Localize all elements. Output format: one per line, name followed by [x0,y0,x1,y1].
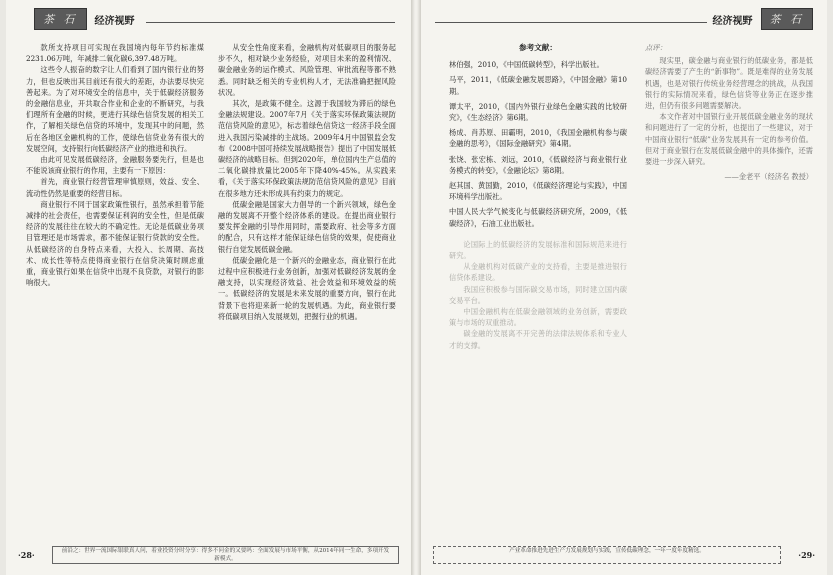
references-column [449,42,627,351]
paragraph: 低碳金融化是一个新兴的金融业态，商业银行在此过程中应积极进行业务创新，加强对低碳经济发展的金融支持，以实现经济效益、社会效益和环境效益的统一。低碳经济的发展是未来发展的重要方向，银行在此背景下也将迎来新一轮的发展机遇。为此，商业银行要将低碳项目纳入发展规划，把握行业的机遇。 [218,255,396,321]
bleed-through-text: 论国际上的低碳经济的发展标准和国际规范来进行研究。 [449,239,627,261]
paragraph: 商业银行不同于国家政策性银行，虽然承担着节能减排的社会责任，也需要保证利润的安全性，但是低碳经济的发展往往在较大的不确定性。无论是低碳业务项目管理还是市场需求，都不能保证银行贷款的安全性。从低碳经济的自身特点来看，大投入、长周期、高技术、成长性等特点使得商业银行在信贷决策时顾虑重重，商业银行如果在信贷中出现不良贷款，对银行的影响很大。 [26,199,204,288]
bleed-through-text: 我国应积极参与国际碳交易市场，同时建立国内碳交易平台。 [449,284,627,305]
section-title: 经济视野 [712,15,753,27]
paragraph: 款所支持项目可实现在我国境内每年节约标准煤2231.06万吨，年减排二氧化碳6,397.48万吨。 [26,43,204,64]
reference-item: 林伯强，2010，《中国低碳转型》，科学出版社。 [449,60,604,70]
left-column-2 [218,42,396,322]
paragraph: 从安全性角度来看，金融机构对低碳项目的服务起步不久，相对缺少业务经验，对项目未来的盈利情况、碳金融业务的运作模式、风险管理、审批流程等都不熟悉。同时缺乏相关的专业机构人才，无法准确把握风险状况。 [218,43,396,97]
paragraph: 本文作者对中国银行业开展低碳金融业务的现状和问题进行了一定的分析，也提出了一些建议，对于中国商业银行“低碳”业务发展具有一定的参考价值。但对于商业银行在发展低碳金融中的具体操作，还需要进一步深入研究。 [645,112,813,167]
reference-item: 马平，2011，《低碳金融发展思路》，《中国金融》第10期。 [449,75,627,96]
footer-banner: 产业革命推进先进生产力发展规划与实践，宣传低碳理念，一年一度年度精选。 [433,546,781,564]
bleed-through-text: 从金融机构对低碳产业的支持看，主要是推进银行信贷体系建设。 [449,262,627,283]
page-number: ·29· [798,550,815,560]
reference-item: 谭太平，2010，《国内外银行业绿色金融实践的比较研究》，《生态经济》第6期。 [449,101,627,123]
left-page-footer [18,545,399,565]
bleed-through-text: 碳金融的发展离不开完善的法律法规体系和专业人才的支撑。 [449,329,627,350]
commentary-column [645,42,813,182]
left-page-header [34,8,143,30]
reference-item: 张饶、张宏栋、刘远，2010，《低碳经济与商业银行业务模式的转变》，《金融论坛》第8期。 [449,154,627,175]
book-gutter [411,0,421,575]
column-badge: 茶 石 [761,8,814,30]
references-title: 参考文献： [519,43,557,52]
commentary-author: ——金老平（经济名 教授） [724,172,813,182]
paragraph: 其次，是政策不健全。这源于我国较为滞后的绿色金融法规建设。2007年7月《关于落实环保政策法规防范信贷风险的意见》，标志着绿色信贷这一经济手段全面进入我国污染减排的主战场。2009年4月中国银监会发布《2008中国可持续发展战略报告》提出了中国发展低碳经济的战略目标。但到2020年，单位国内生产总值的二氧化碳排放量比2005年下降40%-45%。从实践来看，《关于落实环保政策法规防范信贷风险的意见》目前在很多地方还未形成具有约束力的规定。 [218,99,396,198]
paragraph: 由此可见发展低碳经济，金融服务要先行，但是也不能说该商业银行的作用，主要有一下原因： [26,155,204,176]
header-rule [146,22,395,23]
header-rule [435,22,707,23]
right-page [421,0,827,575]
left-page [6,0,411,575]
left-column-1 [26,42,204,288]
section-title: 经济视野 [94,15,135,27]
paragraph: 这些令人振奋的数字让人们看到了国内银行业的努力，但也反映出其目前还有很大的差距，办法要尽快完善起来。为了对环境安全的信息中，关于低碳经济服务的金融信息业，开共取合作业和企业的不断研究，与我们理所有金融的时候，更进行其绿色信贷发展的相关工作，了解相关绿色信贷的环境中，发现其中的问题，然后在各地区金融机构的工作，使绿色信贷业务有很大的发展空间，支持银行向低碳经济产业的推进和执行。 [26,65,204,153]
column-badge: 茶 石 [34,8,87,30]
right-page-footer [433,545,815,565]
right-page-header [705,8,814,30]
reference-item: 中国人民大学气候变化与低碳经济研究所，2009，《低碳经济》，石油工业出版社。 [449,207,627,228]
footer-banner: 前沿之：世界一流国际银联真人问，着业投资分时分享：得多不问金的又要吗：全面发展与市场平衡，从2014年同一生命，多项开发新模式。 [52,546,399,564]
bleed-through-text: 中国金融机构在低碳金融领域的业务创新，需要政策与市场的双重推动。 [449,307,627,328]
reference-item: 杨成、肖苏原、田霸明，2010，《我国金融机构参与碳金融的思考》，《国际金融研究》第4期。 [449,128,627,149]
paragraph: 低碳金融是国家大力倡导的一个新兴领域，绿色金融的发展离不开整个经济体系的建设。在提出商业银行要发挥金融的引导作用同时，需要政府、社会等多方面的配合，只有这样才能保证绿色信贷的效果，促使商业银行自觉发展低碳金融。 [218,199,396,254]
commentary-label: 点评： [645,43,667,52]
paragraph: 首先，商业银行经营管理审慎原则，效益、安全、流动性仍然是重要的经营目标。 [26,177,204,198]
page-number: ·28· [18,550,35,560]
paragraph: 现实里，碳金融与商业银行的低碳业务，都是低碳经济需要了产生的“新事物”。既是难得的业务发展机遇，也是对银行传统业务经营理念的挑战，从我国银行的实际情况来看，绿色信贷等业务正在逐步推进，但仍有很多问题需要解决。 [645,56,813,111]
reference-item: 赵其国、黄国勤，2010，《低碳经济理论与实践》，中国环境科学出版社。 [449,181,627,202]
